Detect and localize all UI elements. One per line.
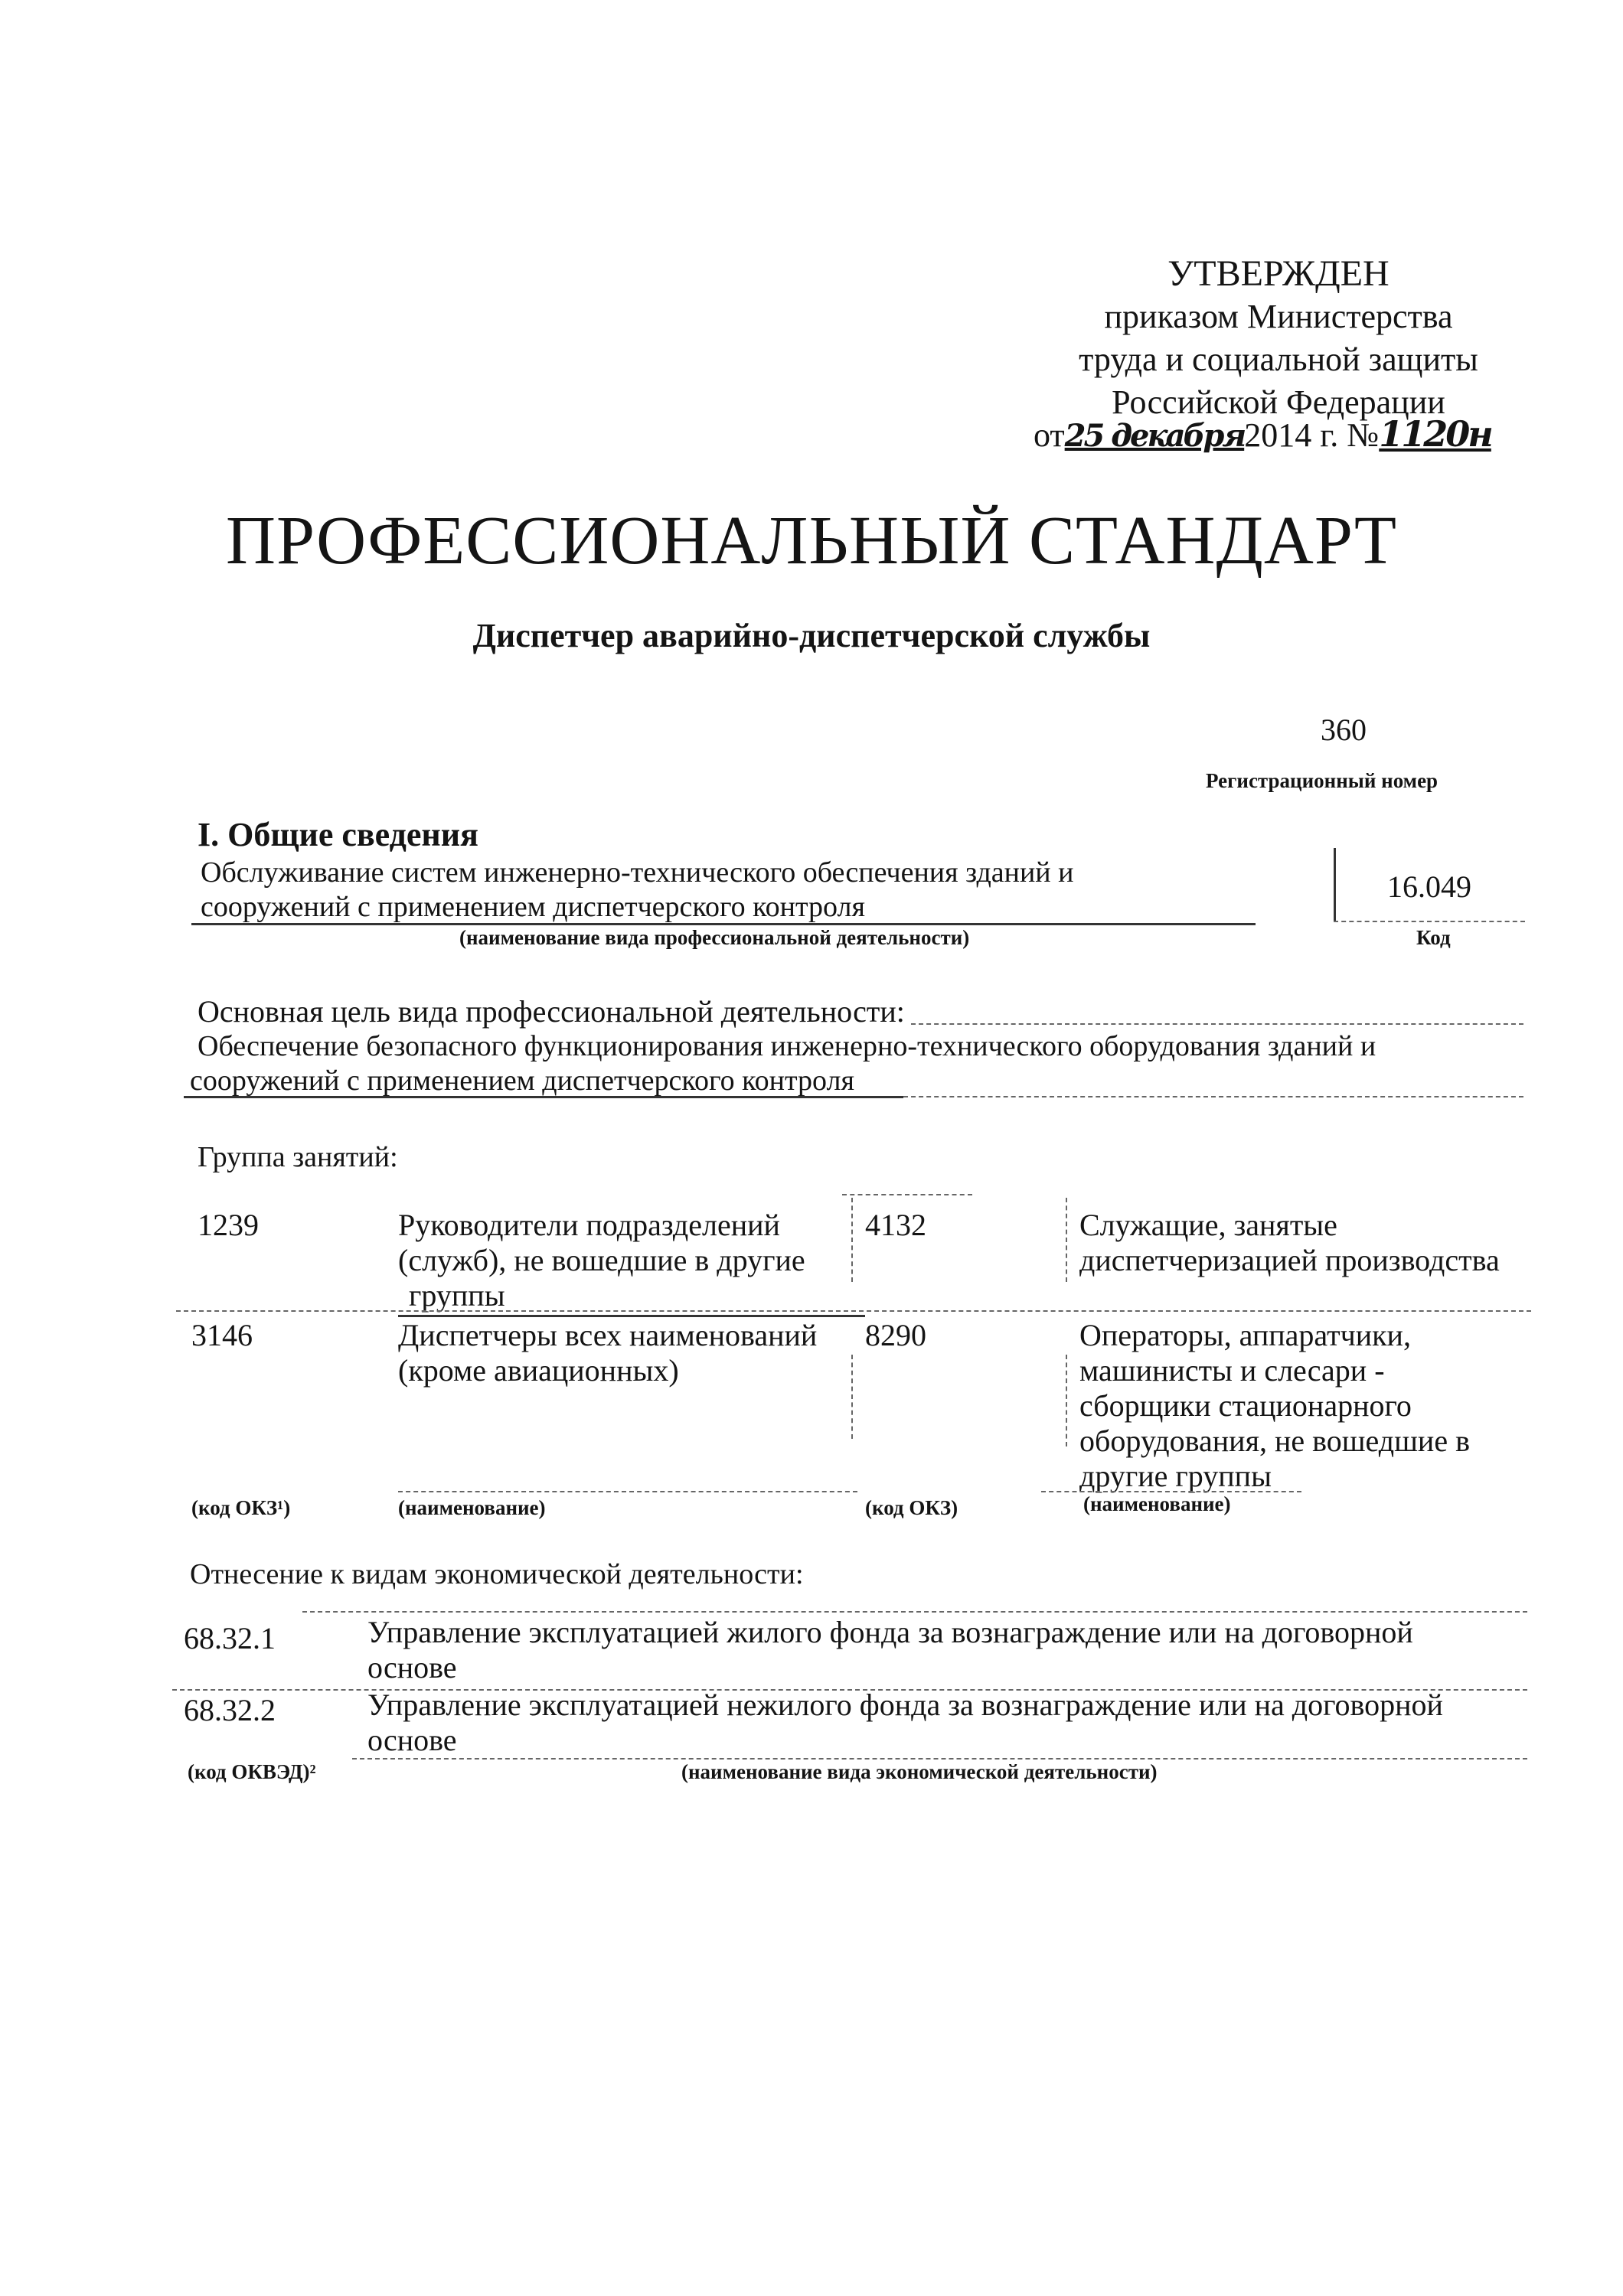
occupation-name-line: Служащие, занятые xyxy=(1079,1208,1337,1242)
caption-occupation-name-1: (наименование) xyxy=(398,1496,546,1519)
economic-top-dash xyxy=(302,1611,1527,1613)
order-year: 2014 г. № xyxy=(1244,416,1380,454)
okved-name-68322 xyxy=(367,1688,1443,1758)
document-subtitle: Диспетчер аварийно-диспетчерской службы xyxy=(472,617,1151,654)
occupation-table-top-dash xyxy=(842,1194,972,1195)
occupation-name-line: другие группы xyxy=(1079,1459,1272,1493)
occupation-name-line: машинисты и слесари - xyxy=(1079,1353,1385,1388)
handwritten-date: 25 декабря xyxy=(1064,418,1245,454)
occupation-name-8290 xyxy=(1079,1318,1470,1494)
code-box-bottom-border xyxy=(1334,921,1525,922)
occupation-name-line: оборудования, не вошедшие в xyxy=(1079,1424,1470,1458)
approval-line-ministry: приказом Министерства xyxy=(1104,298,1453,335)
activity-underline xyxy=(191,923,1256,925)
okved-name-line: Управление эксплуатацией нежилого фонда за вознаграждение или на договорной xyxy=(367,1688,1443,1722)
approval-block xyxy=(1011,253,1546,424)
goal-text-line1: Обеспечение безопасного функционирования инженерно-технического оборудования зданий и xyxy=(198,1030,1376,1062)
goal-label-dashline xyxy=(911,1023,1523,1025)
occupation-name-line: Диспетчеры всех наименований xyxy=(398,1318,818,1352)
occupation-code-4132: 4132 xyxy=(865,1208,926,1242)
okved-name-68321 xyxy=(367,1615,1413,1685)
document-title: ПРОФЕССИОНАЛЬНЫЙ СТАНДАРТ xyxy=(225,503,1398,579)
occupation-name-line: диспетчеризацией производства xyxy=(1079,1243,1500,1277)
activity-name-line2: сооружений с применением диспетчерского контроля xyxy=(201,891,865,923)
activity-caption: (наименование вида профессиональной деятельности) xyxy=(459,926,970,949)
occupation-divider-1 xyxy=(851,1198,853,1282)
order-date-line xyxy=(1034,413,1491,455)
occupation-divider-4 xyxy=(1066,1355,1067,1446)
okved-code-68321: 68.32.1 xyxy=(184,1621,276,1655)
activity-name-line1: Обслуживание систем инженерно-технического обеспечения зданий и xyxy=(201,856,1074,889)
approval-line-federation: Российской Федерации xyxy=(1112,383,1445,421)
okved-code-68322: 68.32.2 xyxy=(184,1693,276,1727)
okved-name-line: основе xyxy=(367,1650,457,1684)
activity-code-caption: Код xyxy=(1416,926,1451,949)
activity-code: 16.049 xyxy=(1387,869,1471,904)
goal-underline-dashed xyxy=(903,1096,1523,1097)
okved-name-line: основе xyxy=(367,1723,457,1757)
approval-line-labor: труда и социальной защиты xyxy=(1079,341,1478,378)
goal-text-line2: сооружений с применением диспетчерского контроля xyxy=(190,1065,854,1097)
occupation-name-4132 xyxy=(1079,1208,1500,1278)
occupation-name-line: сборщики стационарного xyxy=(1079,1388,1412,1423)
occupation-group-label: Группа занятий: xyxy=(198,1141,398,1173)
occupation-row-separator xyxy=(398,1315,865,1317)
occupation-divider-3 xyxy=(851,1355,853,1439)
approval-heading: УТВЕРЖДЕН xyxy=(1167,253,1390,294)
registration-label: Регистрационный номер xyxy=(1206,769,1438,792)
caption-occupation-name-2: (наименование) xyxy=(1083,1492,1231,1515)
occupation-code-8290: 8290 xyxy=(865,1318,926,1352)
caption-okved-code: (код ОКВЭД)² xyxy=(188,1760,316,1783)
order-prefix: от xyxy=(1034,416,1065,454)
caption-economic-activity-name: (наименование вида экономической деятельности) xyxy=(681,1760,1158,1783)
occupation-code-3146: 3146 xyxy=(191,1318,253,1352)
occupation-name-line: группы xyxy=(409,1278,505,1313)
occupation-row-separator-dashed xyxy=(176,1310,1531,1312)
code-box-left-border xyxy=(1334,848,1336,921)
occupation-name-1239 xyxy=(398,1208,805,1313)
occupation-name-3146 xyxy=(398,1318,817,1388)
caption-okz-code-2: (код ОКЗ) xyxy=(865,1496,958,1519)
caption-okz-code-1: (код ОКЗ¹) xyxy=(191,1496,291,1519)
occupation-name-line: (кроме авиационных) xyxy=(398,1353,679,1388)
goal-label: Основная цель вида профессиональной деятельности: xyxy=(198,994,905,1029)
handwritten-order-number: 1120н xyxy=(1379,413,1491,455)
occupation-divider-2 xyxy=(1066,1198,1067,1282)
economic-activity-label: Отнесение к видам экономической деятельности: xyxy=(190,1558,804,1590)
occupation-name-line: Руководители подразделений xyxy=(398,1208,780,1242)
occupation-name-line: (служб), не вошедшие в другие xyxy=(398,1243,805,1277)
okved-name-line: Управление эксплуатацией жилого фонда за вознаграждение или на договорной xyxy=(367,1615,1413,1649)
goal-underline xyxy=(184,1096,903,1098)
occupation-bottom-dash-1 xyxy=(398,1491,857,1492)
registration-number: 360 xyxy=(1321,713,1367,747)
occupation-code-1239: 1239 xyxy=(198,1208,259,1242)
occupation-name-line: Операторы, аппаратчики, xyxy=(1079,1318,1411,1352)
economic-bottom-dash xyxy=(352,1758,1527,1760)
section-heading-general: I. Общие сведения xyxy=(198,816,478,853)
